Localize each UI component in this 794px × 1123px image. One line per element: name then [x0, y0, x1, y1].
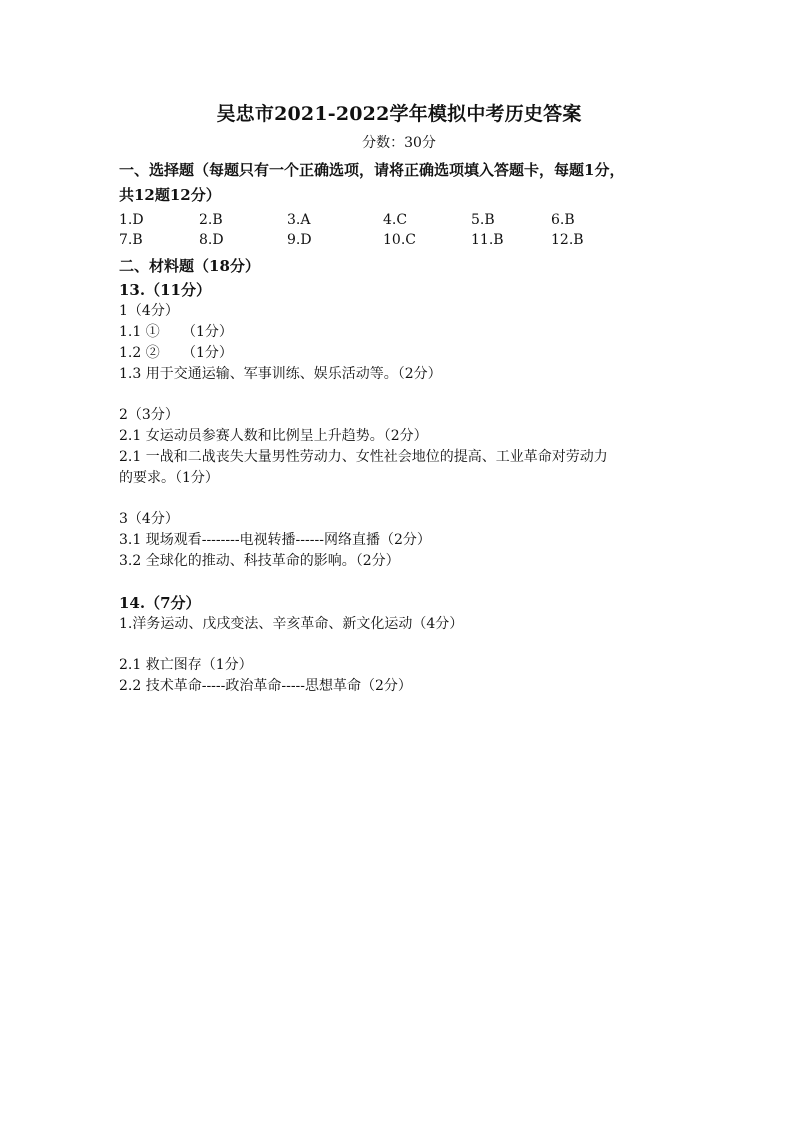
- part-label: 3（4分）: [119, 511, 179, 527]
- part-label: 1（4分）: [119, 303, 179, 319]
- answer-grid: [119, 210, 679, 250]
- total-score: 分数：30分: [362, 135, 436, 151]
- answer-sheet: [119, 100, 679, 697]
- answer-item: 9.D: [287, 232, 312, 248]
- section-heading-cont: 共12题12分）: [119, 186, 221, 204]
- question-13: [119, 279, 679, 572]
- page-title: 吴忠市2021-2022学年模拟中考历史答案: [216, 103, 582, 125]
- answer-line: 3.1 现场观看--------电视转播------网络直播（2分）: [119, 532, 431, 548]
- answer-item: 8.D: [199, 232, 224, 248]
- question-14: [119, 592, 679, 697]
- answer-line: 1.1 ① （1分）: [119, 324, 233, 340]
- answer-line: 1.3 用于交通运输、军事训练、娱乐活动等。（2分）: [119, 366, 442, 382]
- section-heading: 二、材料题（18分）: [119, 257, 260, 275]
- spacer: [119, 489, 679, 509]
- answer-line: 2.2 技术革命-----政治革命-----思想革命（2分）: [119, 678, 412, 694]
- answer-item: 10.C: [383, 232, 416, 248]
- answer-item: 3.A: [287, 212, 311, 228]
- answer-line: 2.1 女运动员参赛人数和比例呈上升趋势。（2分）: [119, 428, 428, 444]
- answer-line: 3.2 全球化的推动、科技革命的影响。（2分）: [119, 553, 400, 569]
- spacer: [119, 572, 679, 592]
- answer-line: 1.洋务运动、戊戌变法、辛亥革命、新文化运动（4分）: [119, 616, 464, 632]
- answer-line: 2.1 救亡图存（1分）: [119, 657, 253, 673]
- answer-item: 2.B: [199, 212, 223, 228]
- answer-item: 6.B: [551, 212, 575, 228]
- question-heading: 13.（11分）: [119, 281, 211, 299]
- answer-item: 12.B: [551, 232, 584, 248]
- answer-line: 2.1 一战和二战丧失大量男性劳动力、女性社会地位的提高、工业革命对劳动力: [119, 449, 608, 465]
- section-multiple-choice: [119, 158, 679, 250]
- answer-item: 11.B: [471, 232, 504, 248]
- answer-item: 7.B: [119, 232, 143, 248]
- section-heading: 一、选择题（每题只有一个正确选项，请将正确选项填入答题卡，每题1分，: [119, 161, 625, 179]
- answer-item: 5.B: [471, 212, 495, 228]
- answer-item: 4.C: [383, 212, 408, 228]
- answer-line: 1.2 ② （1分）: [119, 345, 233, 361]
- question-heading: 14.（7分）: [119, 594, 201, 612]
- part-label: 2（3分）: [119, 407, 179, 423]
- spacer: [119, 385, 679, 405]
- spacer: [119, 635, 679, 655]
- answer-item: 1.D: [119, 212, 144, 228]
- section-material-questions: [119, 254, 679, 697]
- answer-line: 的要求。（1分）: [119, 470, 219, 486]
